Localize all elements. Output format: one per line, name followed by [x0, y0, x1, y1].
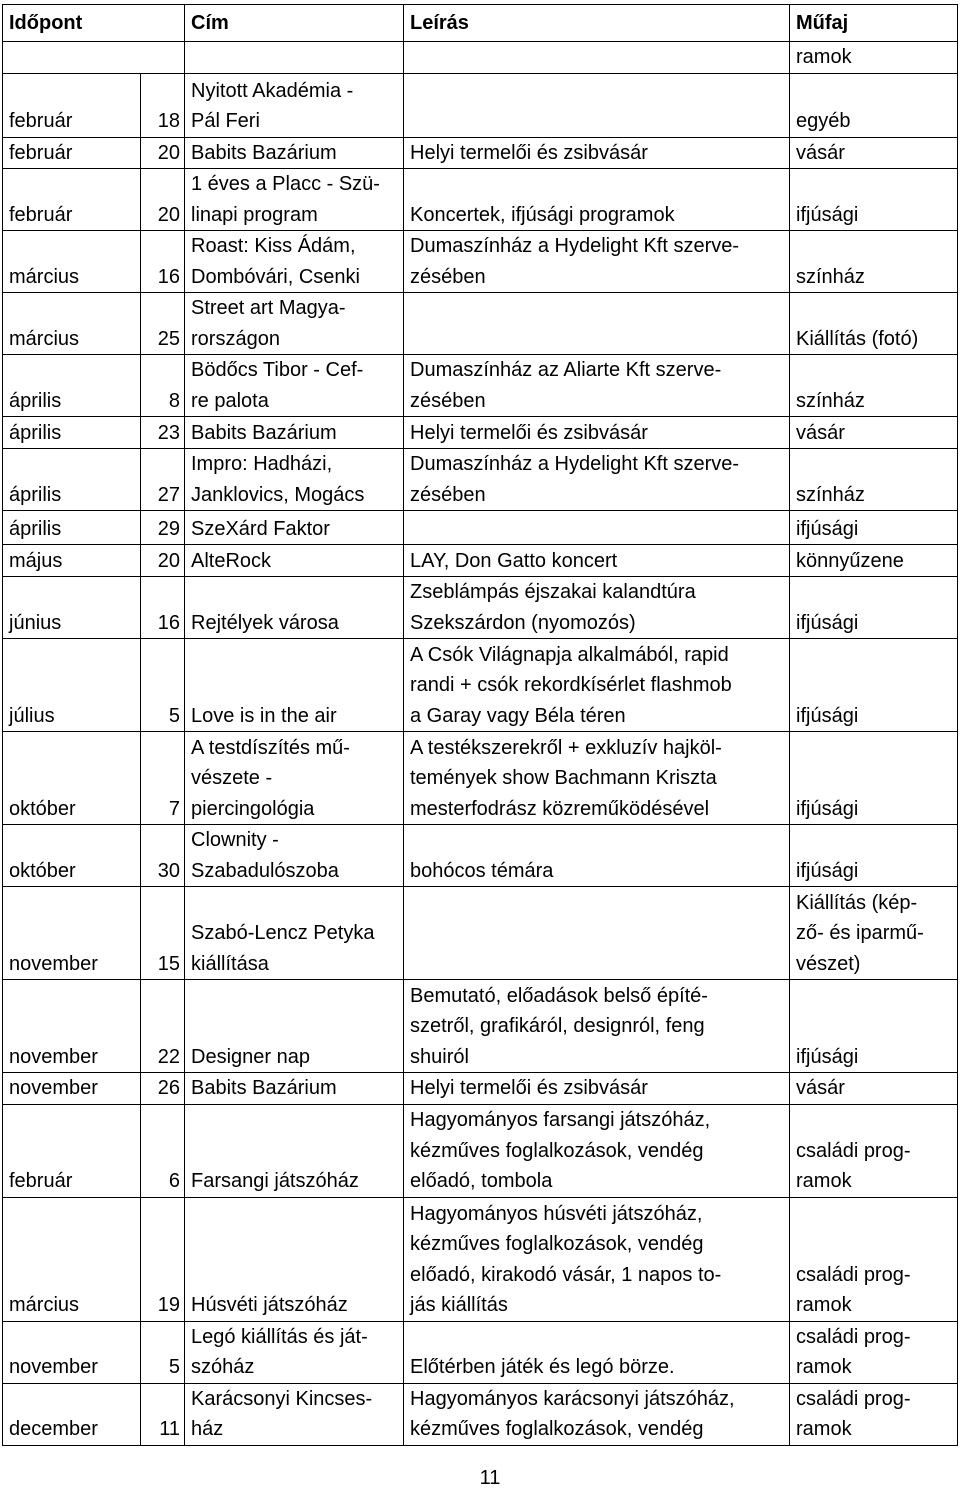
- cell-description: [404, 73, 790, 137]
- cell-month: április: [3, 511, 141, 545]
- cell-title: Impro: Hadházi, Janklovics, Mogács: [185, 449, 404, 511]
- cell-genre: ifjúsági: [790, 980, 958, 1073]
- cell-month: március: [3, 293, 141, 355]
- cell-month: február: [3, 73, 141, 137]
- cell-description: [404, 293, 790, 355]
- cell-genre: Kiállítás (fotó): [790, 293, 958, 355]
- cell-title: Karácsonyi Kincses- ház: [185, 1383, 404, 1445]
- continuation-empty: [3, 42, 185, 74]
- cell-day: 19: [141, 1197, 185, 1321]
- cell-day: 20: [141, 137, 185, 169]
- table-row: [3, 1104, 958, 1197]
- table-row: [3, 511, 958, 545]
- cell-month: április: [3, 355, 141, 417]
- cell-month: május: [3, 545, 141, 577]
- table-row: [3, 1383, 958, 1445]
- cell-title: Street art Magya- rországon: [185, 293, 404, 355]
- header-time: Időpont: [3, 5, 185, 42]
- cell-month: október: [3, 825, 141, 887]
- cell-month: február: [3, 137, 141, 169]
- cell-genre: családi prog- ramok: [790, 1104, 958, 1197]
- cell-month: november: [3, 980, 141, 1073]
- cell-title: 1 éves a Placc - Szü- linapi program: [185, 169, 404, 231]
- table-row: [3, 231, 958, 293]
- continuation-row: [3, 42, 958, 74]
- cell-description: Hagyományos farsangi játszóház, kézműves foglalkozások, vendég előadó, tombola: [404, 1104, 790, 1197]
- cell-day: 5: [141, 1321, 185, 1383]
- cell-description: Helyi termelői és zsibvásár: [404, 137, 790, 169]
- cell-title: Designer nap: [185, 980, 404, 1073]
- table-row: [3, 449, 958, 511]
- cell-month: március: [3, 231, 141, 293]
- cell-day: 27: [141, 449, 185, 511]
- cell-genre: családi prog- ramok: [790, 1383, 958, 1445]
- table-row: [3, 1197, 958, 1321]
- table-row: [3, 887, 958, 980]
- events-table: [2, 4, 958, 1446]
- cell-day: 7: [141, 732, 185, 825]
- cell-genre: színház: [790, 449, 958, 511]
- header-genre: Műfaj: [790, 5, 958, 42]
- cell-title: Szabó-Lencz Petyka kiállítása: [185, 887, 404, 980]
- cell-genre: ifjúsági: [790, 511, 958, 545]
- cell-month: június: [3, 577, 141, 639]
- cell-genre: Kiállítás (kép- ző- és iparmű- vészet): [790, 887, 958, 980]
- cell-month: december: [3, 1383, 141, 1445]
- cell-day: 22: [141, 980, 185, 1073]
- table-row: [3, 639, 958, 732]
- cell-description: A testékszerekről + exkluzív hajköl- temények show Bachmann Kriszta mesterfodrász közreműködésével: [404, 732, 790, 825]
- cell-day: 8: [141, 355, 185, 417]
- cell-day: 18: [141, 73, 185, 137]
- cell-day: 16: [141, 231, 185, 293]
- cell-title: Rejtélyek városa: [185, 577, 404, 639]
- table-row: [3, 1321, 958, 1383]
- continuation-empty: [404, 42, 790, 74]
- cell-description: [404, 511, 790, 545]
- cell-day: 11: [141, 1383, 185, 1445]
- cell-title: Babits Bazárium: [185, 417, 404, 449]
- table-row: [3, 732, 958, 825]
- cell-title: Húsvéti játszóház: [185, 1197, 404, 1321]
- table-row: [3, 577, 958, 639]
- cell-genre: vásár: [790, 417, 958, 449]
- cell-day: 5: [141, 639, 185, 732]
- cell-month: november: [3, 1073, 141, 1105]
- cell-title: Nyitott Akadémia - Pál Feri: [185, 73, 404, 137]
- table-row: [3, 169, 958, 231]
- cell-description: A Csók Világnapja alkalmából, rapid randi + csók rekordkísérlet flashmob a Garay vagy Béla téren: [404, 639, 790, 732]
- cell-month: március: [3, 1197, 141, 1321]
- cell-description: Helyi termelői és zsibvásár: [404, 1073, 790, 1105]
- cell-description: Bemutató, előadások belső építé- szetről, grafikáról, designról, feng shuiról: [404, 980, 790, 1073]
- table-row: [3, 1073, 958, 1105]
- table-row: [3, 545, 958, 577]
- cell-month: április: [3, 449, 141, 511]
- cell-genre: színház: [790, 355, 958, 417]
- cell-title: SzeXárd Faktor: [185, 511, 404, 545]
- cell-day: 30: [141, 825, 185, 887]
- cell-genre: ifjúsági: [790, 639, 958, 732]
- cell-genre: ifjúsági: [790, 825, 958, 887]
- cell-title: Legó kiállítás és ját- szóház: [185, 1321, 404, 1383]
- cell-description: Zseblámpás éjszakai kalandtúra Szekszárdon (nyomozós): [404, 577, 790, 639]
- cell-genre: színház: [790, 231, 958, 293]
- table-row: [3, 980, 958, 1073]
- continuation-genre: ramok: [790, 42, 958, 74]
- continuation-empty: [185, 42, 404, 74]
- cell-title: Farsangi játszóház: [185, 1104, 404, 1197]
- cell-description: Hagyományos karácsonyi játszóház, kézműves foglalkozások, vendég: [404, 1383, 790, 1445]
- cell-description: Dumaszínház az Aliarte Kft szerve- zésében: [404, 355, 790, 417]
- cell-day: 25: [141, 293, 185, 355]
- cell-title: Bödőcs Tibor - Cef- re palota: [185, 355, 404, 417]
- cell-month: február: [3, 1104, 141, 1197]
- cell-genre: vásár: [790, 1073, 958, 1105]
- cell-genre: vásár: [790, 137, 958, 169]
- cell-title: AlteRock: [185, 545, 404, 577]
- table-row: [3, 293, 958, 355]
- cell-genre: családi prog- ramok: [790, 1321, 958, 1383]
- cell-genre: családi prog- ramok: [790, 1197, 958, 1321]
- cell-month: november: [3, 887, 141, 980]
- cell-genre: könnyűzene: [790, 545, 958, 577]
- cell-title: Clownity - Szabadulószoba: [185, 825, 404, 887]
- table-row: [3, 825, 958, 887]
- cell-month: november: [3, 1321, 141, 1383]
- cell-title: Babits Bazárium: [185, 137, 404, 169]
- cell-description: Helyi termelői és zsibvásár: [404, 417, 790, 449]
- table-row: [3, 417, 958, 449]
- cell-genre: ifjúsági: [790, 732, 958, 825]
- cell-title: Roast: Kiss Ádám, Dombóvári, Csenki: [185, 231, 404, 293]
- cell-genre: egyéb: [790, 73, 958, 137]
- cell-day: 26: [141, 1073, 185, 1105]
- header-description: Leírás: [404, 5, 790, 42]
- cell-month: július: [3, 639, 141, 732]
- cell-day: 15: [141, 887, 185, 980]
- cell-day: 29: [141, 511, 185, 545]
- cell-description: bohócos témára: [404, 825, 790, 887]
- cell-month: április: [3, 417, 141, 449]
- cell-day: 16: [141, 577, 185, 639]
- header-title: Cím: [185, 5, 404, 42]
- cell-day: 6: [141, 1104, 185, 1197]
- cell-day: 23: [141, 417, 185, 449]
- cell-month: október: [3, 732, 141, 825]
- cell-description: Koncertek, ifjúsági programok: [404, 169, 790, 231]
- cell-title: A testdíszítés mű- vészete - piercingológia: [185, 732, 404, 825]
- cell-genre: ifjúsági: [790, 577, 958, 639]
- cell-description: Dumaszínház a Hydelight Kft szerve- zésében: [404, 231, 790, 293]
- cell-title: Love is in the air: [185, 639, 404, 732]
- cell-month: február: [3, 169, 141, 231]
- table-header-row: [3, 5, 958, 42]
- cell-description: LAY, Don Gatto koncert: [404, 545, 790, 577]
- cell-description: Hagyományos húsvéti játszóház, kézműves foglalkozások, vendég előadó, kirakodó vásár, 1 napos to- jás kiállítás: [404, 1197, 790, 1321]
- cell-description: Előtérben játék és legó börze.: [404, 1321, 790, 1383]
- cell-description: Dumaszínház a Hydelight Kft szerve- zésében: [404, 449, 790, 511]
- table-row: [3, 137, 958, 169]
- cell-day: 20: [141, 545, 185, 577]
- page-number: 11: [479, 1467, 501, 1489]
- cell-genre: ifjúsági: [790, 169, 958, 231]
- cell-description: [404, 887, 790, 980]
- cell-day: 20: [141, 169, 185, 231]
- table-row: [3, 355, 958, 417]
- cell-title: Babits Bazárium: [185, 1073, 404, 1105]
- table-row: [3, 73, 958, 137]
